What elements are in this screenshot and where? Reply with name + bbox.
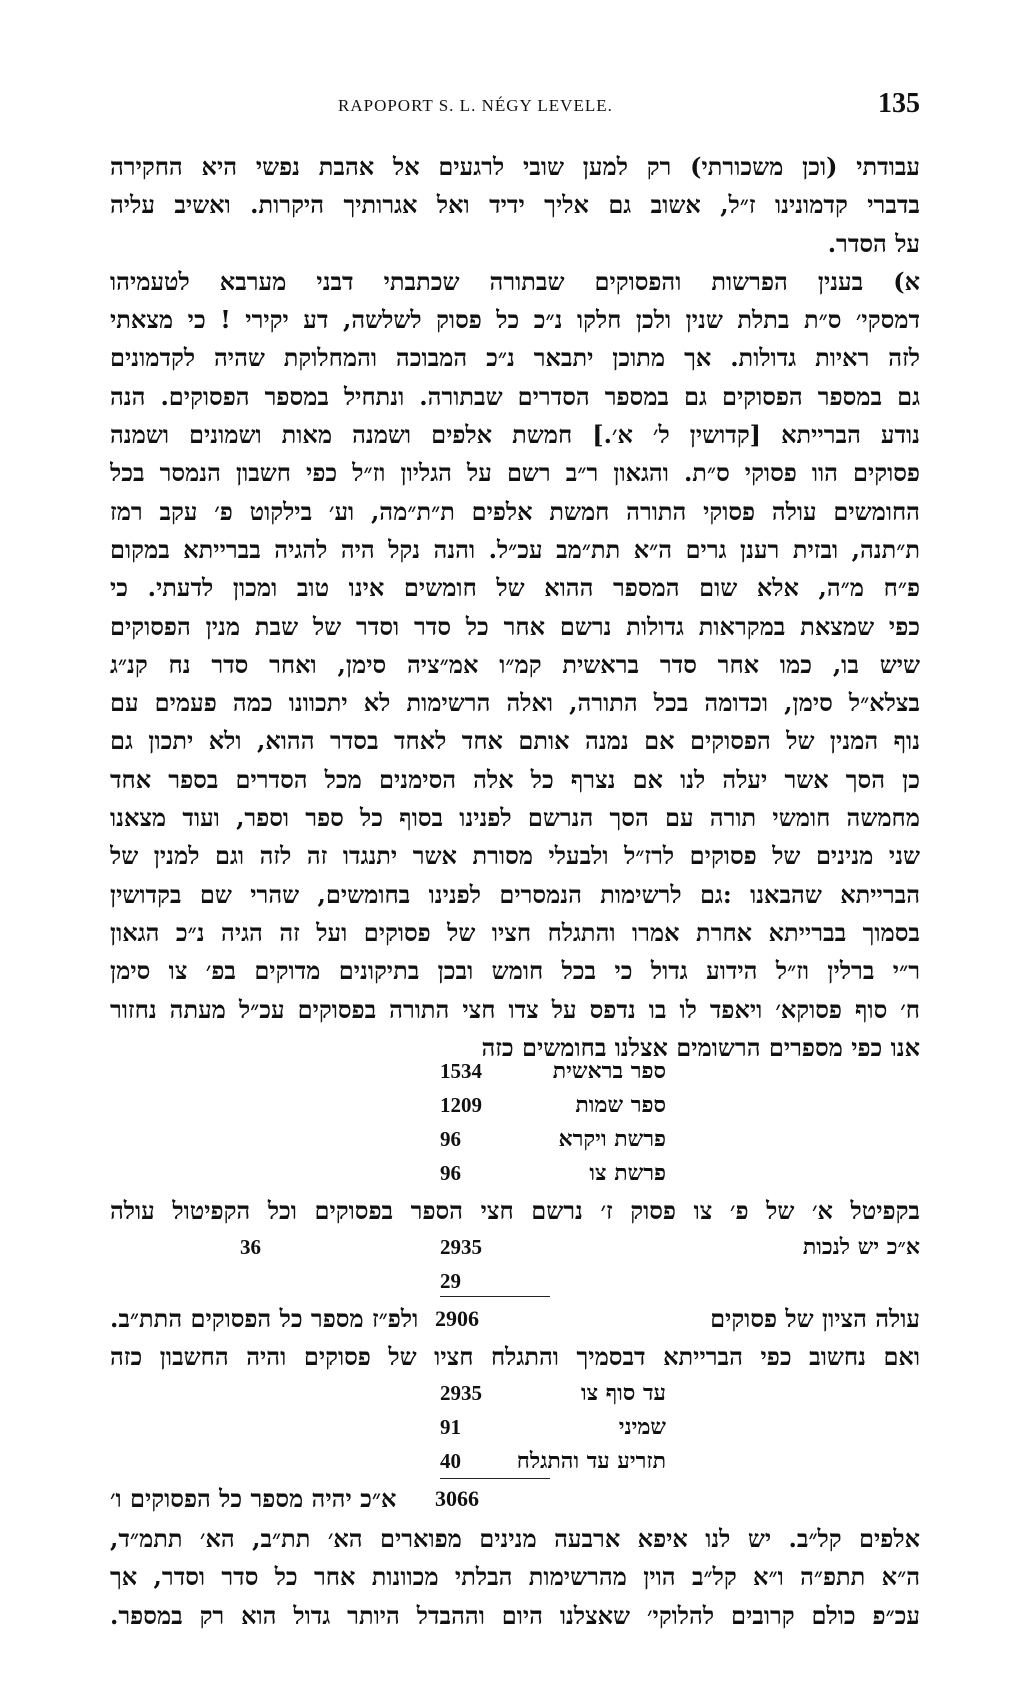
running-header xyxy=(110,88,920,128)
table-value: 96 xyxy=(440,1127,461,1151)
table-value: 1534 xyxy=(440,1059,482,1083)
table-row xyxy=(110,1410,920,1444)
text-line: ר״י ברלין וז״ל הידוע גדול כי בכל חומש ובכן בתיקונים מדוקים בפ׳ צו סימן xyxy=(110,956,920,986)
result-text: א״כ יהיה מספר כל הפסוקים ו׳ xyxy=(110,1484,397,1513)
text-line: אלפים קל״ב. יש לנו איפא ארבעה מנינים מפוארים הא׳ תת״ב, הא׳ תתמ״ד, xyxy=(110,1524,920,1553)
table-label: פרשת צו xyxy=(589,1160,666,1186)
verse-count-table xyxy=(110,1054,920,1190)
table-row xyxy=(110,1054,920,1088)
result-value: 2906 xyxy=(435,1306,479,1331)
text-line: על הסדר. xyxy=(827,228,920,258)
text-line: לזה ראיות גדולות. אך מתוכן יתבאר נ״כ המבוכה והמחלוקת שהיה לקדמונים xyxy=(110,343,920,373)
table-value: 96 xyxy=(440,1161,461,1185)
table-value: 29 xyxy=(440,1269,461,1293)
table-value: 91 xyxy=(440,1415,461,1439)
text-line: דמסקי׳ ס״ת בתלת שנין ולכן חלקו נ״כ כל פסוק לשלשה, דע יקירי ! כי מצאתי xyxy=(110,305,920,335)
text-line: עכ״פ כולם קרובים להלוקי׳ שאצלנו היום וההבדל היותר גדול הוא רק במספר. xyxy=(110,1600,920,1630)
text-line: הברייתא שהבאנו :גם לרשימות הנמסרים לפנינו בחומשים, שהרי שם בקדושין xyxy=(110,879,920,909)
table-row xyxy=(110,1122,920,1156)
table-row xyxy=(110,1444,920,1478)
text-line: ת״תנה, ובזית רענן גרים ה״א תת״מב עכ״ל. והנה נקל היה להגיה בברייתא במקום xyxy=(110,534,920,564)
table-value: 1209 xyxy=(440,1093,482,1117)
table-label: א״כ יש לנכות xyxy=(802,1234,920,1260)
sum-rule xyxy=(440,1478,550,1479)
text-line: בסמוך בברייתא אחרת אמרו והתגלח חציו של פסוקים ועל זה הגיה נ״כ הגאון xyxy=(110,917,920,947)
table-label: עד סוף צו xyxy=(580,1380,666,1406)
text-line: א) בענין הפרשות והפסוקים שבתורה שכתבתי דבני מערבא לטעמיהו xyxy=(110,266,920,296)
table-label: פרשת ויקרא xyxy=(558,1126,666,1152)
table-row xyxy=(110,1088,920,1122)
text-line: אנו כפי מספרים הרשומים אצלנו בחומשים כזה xyxy=(481,1032,920,1062)
result-row xyxy=(110,1300,920,1338)
text-line: פ״ח מ״ה, אלא שום המספר ההוא של חומשים אינו טוב ומכון לדעתי. כי xyxy=(110,573,920,603)
result-text: ולפ״ז מספר כל הפסוקים התת״ב. xyxy=(110,1304,419,1333)
text-line: בקפיטל א׳ של פ׳ צו פסוק ז׳ נרשם חצי הספר בפסוקים וכל הקפיטול עולה xyxy=(110,1196,920,1225)
table-value: 2935 xyxy=(440,1235,482,1259)
text-line: החומשים עולה פסוקי התורה חמשת אלפים ת״ת״מה, וע׳ בילקוט פ׳ עקב רמז xyxy=(110,496,920,526)
table-label: תזריע עד והתגלח xyxy=(516,1448,666,1474)
text-line: גם במספר הפסוקים גם במספר הסדרים שבתורה. ונתחיל במספר הפסוקים. הנה xyxy=(110,381,920,411)
table-row xyxy=(110,1264,920,1298)
text-line: ה״א תתפ״ה ו״א קל״ב הוין מהרשימות הבלתי מכוונות אחר כל סדר וסדר, אך xyxy=(110,1562,920,1592)
text-line: עבודתי (וכן משכורתי) רק למען שובי לרגעים אל אהבת נפשי היא החקירה xyxy=(110,152,920,181)
result-row xyxy=(110,1480,920,1518)
table-row xyxy=(110,1376,920,1410)
page-number: 135 xyxy=(878,88,920,119)
table-label: ספר בראשית xyxy=(552,1058,666,1084)
table-value: 2935 xyxy=(440,1381,482,1405)
table-row xyxy=(110,1230,920,1264)
text-line: כפי שמצאת במקראות גדולות נרשם אחר כל סדר וסדר של שבת מנין הפסוקים xyxy=(110,611,920,641)
text-line: שני מנינים של פסוקים לרז״ל ולבעלי מסורת אשר יתנגדו זה לזה וגם למנין של xyxy=(110,841,920,871)
text-line: פסוקים הוו פסוקי ס״ת. והגאון ר״ב רשם על הגליון וז״ל כפי חשבון הנמסר בכל xyxy=(110,458,920,488)
text-line: ח׳ סוף פסוקא׳ ויאפד לו בו נדפס על צדו חצי התורה בפסוקים עכ״ל מעתה נחזור xyxy=(110,994,920,1024)
closing-text xyxy=(110,1520,920,1635)
main-text xyxy=(110,148,920,1067)
verse-sum-table xyxy=(110,1376,920,1478)
text-line: ואם נחשוב כפי הברייתא דבסמיך והתגלח חציו של פסוקים והיה החשבון כזה xyxy=(110,1342,920,1371)
result-value: 3066 xyxy=(435,1486,479,1511)
note-number: 36 xyxy=(240,1235,261,1259)
result-label: עולה הציון של פסוקים xyxy=(710,1304,920,1333)
text-line: מחמשה חומשי תורה עם הסך הנרשם לפנינו בסוף כל ספר וספר, ועוד מצאנו xyxy=(110,803,920,833)
sum-rule xyxy=(440,1296,550,1297)
text-line: כן הסך אשר יעלה לנו אם נצרף כל אלה הסימנים מכל הסדרים בספר אחד xyxy=(110,764,920,794)
text-line: נודע הברייתא [קדושין ל׳ א׳.] חמשת אלפים ושמנה מאות ושמונים ושמנה xyxy=(110,420,920,450)
text-line: בדברי קדמונינו ז״ל, אשוב גם אליך ידיד ואל אגרותיך היקרות. ואשיב עליה xyxy=(110,190,920,220)
table-value: 40 xyxy=(440,1449,461,1473)
table-label: ספר שמות xyxy=(575,1092,666,1118)
running-title: RAPOPORT S. L. NÉGY LEVELE. xyxy=(338,96,613,115)
text-line: בצלא״ל סימן, וכדומה בכל התורה, ואלה הרשימות לא יתכוונו כמה פעמים עם xyxy=(110,688,920,718)
table-label: שמיני xyxy=(618,1414,666,1440)
text-line: שיש בו, כמו אחר סדר בראשית קמ״ו אמ״ציה סימן, ואחר סדר נח קנ״ג xyxy=(110,649,920,679)
subtraction-block xyxy=(110,1230,920,1298)
text-line: נוף המנין של הפסוקים אם נמנה אותם אחד לאחד בסדר ההוא, ולא יתכון גם xyxy=(110,726,920,756)
table-row xyxy=(110,1156,920,1190)
